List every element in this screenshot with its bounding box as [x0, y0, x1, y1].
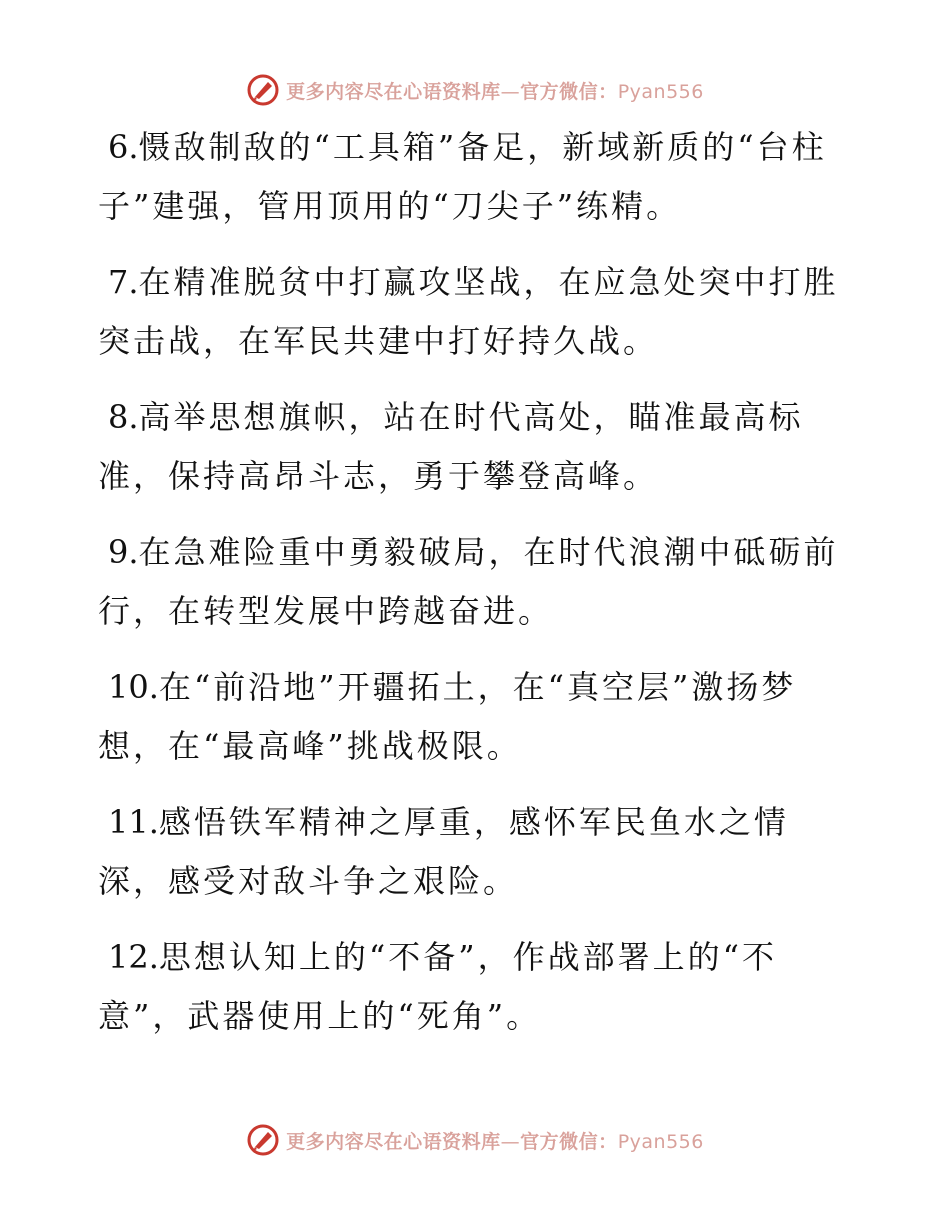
paragraph-6: 6.慑敌制敌的“工具箱”备足，新域新质的“台柱子”建强，管用顶用的“刀尖子”练精。 — [98, 128, 827, 225]
header-watermark — [0, 70, 950, 110]
paragraph-12: 12.思想认知上的“不备”，作战部署上的“不意”，武器使用上的“死角”。 — [98, 938, 777, 1035]
paragraph-11: 11.感悟铁军精神之厚重，感怀军民鱼水之情深，感受对敌斗争之艰险。 — [98, 803, 789, 900]
paragraph-10: 10.在“前沿地”开疆拓土，在“真空层”激扬梦想，在“最高峰”挑战极限。 — [98, 668, 797, 765]
document-body — [98, 118, 858, 1063]
paragraph-7: 7.在精准脱贫中打赢攻坚战，在应急处突中打胜突击战，在军民共建中打好持久战。 — [98, 263, 839, 360]
watermark-text: 更多内容尽在心语资料库—官方微信：Pyan556 — [286, 1130, 704, 1153]
pen-logo-icon — [246, 1123, 280, 1157]
pen-logo-icon — [246, 73, 280, 107]
paragraph-9: 9.在急难险重中勇毅破局，在时代浪潮中砥砺前行，在转型发展中跨越奋进。 — [98, 533, 839, 630]
paragraph-8: 8.高举思想旗帜，站在时代高处，瞄准最高标准，保持高昂斗志，勇于攀登高峰。 — [98, 398, 804, 495]
footer-watermark — [0, 1120, 950, 1160]
watermark-text: 更多内容尽在心语资料库—官方微信：Pyan556 — [286, 80, 704, 103]
